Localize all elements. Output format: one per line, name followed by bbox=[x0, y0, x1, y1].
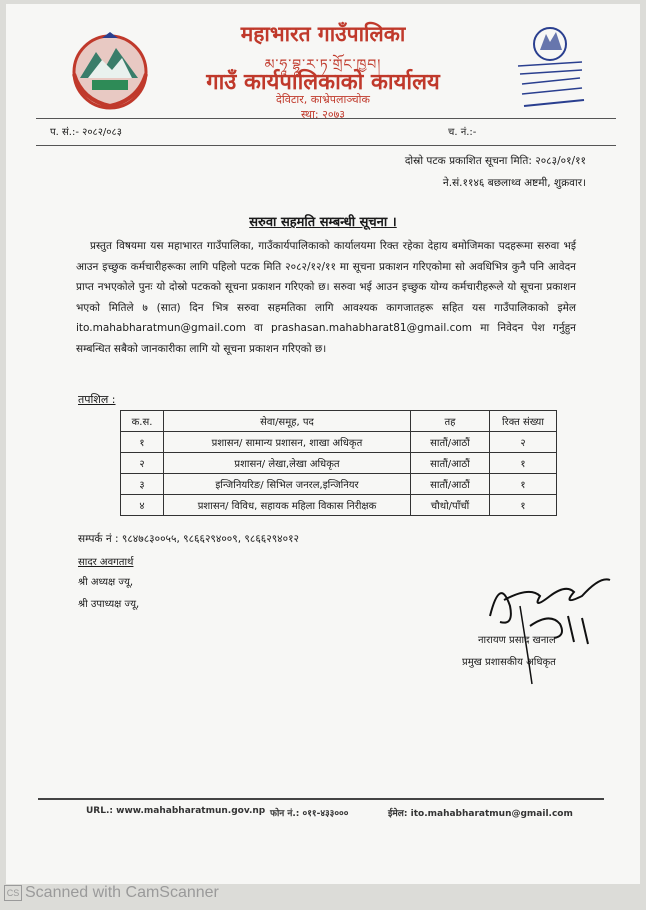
table-row bbox=[121, 474, 557, 495]
cell: १ bbox=[490, 495, 557, 516]
col-header: सेवा/समूह, पद bbox=[164, 411, 411, 432]
cell: २ bbox=[121, 453, 164, 474]
camscanner-icon: CS bbox=[4, 885, 22, 901]
footer-url: URL.: www.mahabharatmun.gov.np bbox=[86, 806, 266, 816]
signatory-post: प्रमुख प्रशासकीय अधिकृत bbox=[462, 657, 556, 668]
office-seal-stamp bbox=[512, 22, 588, 114]
patra-sankhya: प. सं.:- २०८२/०८३ bbox=[50, 127, 122, 138]
table-row bbox=[121, 453, 557, 474]
camscanner-watermark bbox=[4, 884, 219, 902]
table-caption: तपशिल : bbox=[78, 393, 116, 406]
col-header: तह bbox=[411, 411, 490, 432]
table-header-row bbox=[121, 411, 557, 432]
cc-item: श्री अध्यक्ष ज्यू, bbox=[78, 577, 134, 588]
handwritten-signature bbox=[470, 566, 620, 686]
letterhead-title: महाभारत गाउँपालिका bbox=[240, 22, 406, 46]
table-row bbox=[121, 495, 557, 516]
cell: १ bbox=[490, 453, 557, 474]
cell: २ bbox=[490, 432, 557, 453]
cell: प्रशासन/ लेखा,लेखा अधिकृत bbox=[164, 453, 411, 474]
vacancy-table bbox=[120, 410, 557, 516]
cell: १ bbox=[121, 432, 164, 453]
cell: प्रशासन/ सामान्य प्रशासन, शाखा अधिकृत bbox=[164, 432, 411, 453]
contact-numbers: सम्पर्क नं : ९८४७८३००५५, ९८६६२९४००९, ९८६६२९४०१२ bbox=[78, 533, 300, 545]
cc-heading: सादर अवगतार्थ bbox=[78, 557, 134, 568]
table-row bbox=[121, 432, 557, 453]
footer-email: ईमेल: ito.mahabharatmun@gmail.com bbox=[388, 809, 573, 819]
cell: सातौं/आठौं bbox=[411, 474, 490, 495]
letterhead-title-tibetan: མ་ཧཱ་བྷཱ་ར་ཏ་གྲོང་ཁྱབ། bbox=[264, 57, 382, 73]
col-header: क.स. bbox=[121, 411, 164, 432]
cell: सातौं/आठौं bbox=[411, 453, 490, 474]
footer-divider bbox=[38, 798, 604, 800]
cell: प्रशासन/ विविध, सहायक महिला विकास निरीक्षक bbox=[164, 495, 411, 516]
notice-body: प्रस्तुत विषयमा यस महाभारत गाउँपालिका, गाउँकार्यपालिकाको कार्यालयमा रिक्त रहेका देहाय बमोजिमका पदहरूमा सरुवा भई आउन इच्छुक कर्मचारीहरूका लागि पहिलो पटक मिति २०८२/१२/११ मा सूचना प्रकाशन गरिएकोमा सो अवधिभित्र कुनै पनि आवेदन प्राप्त नभएकोले पुनः यो दोस्रो पटकको सूचना प्रकाशन गरिएको छ। सरुवा भई आउन इच्छुक योग्य कर्मचारीहरूले यो सूचना प्रकाशन भएको मितिले ७ (सात) दिन भित्र सरुवा सहमतिका लागि आवश्यक कागजातहरू सहित यस गाउँपालिकाको इमेल ito.mahabharatmun@gmail.com वा prashasan.mahabharat81@gmail.com मा निवेदन पेश गर्नुहुन सम्बन्धित सबैको जानकारीका लागि यो सूचना प्रकाशन गरिएको छ। bbox=[76, 240, 576, 355]
signatory-name: नारायण प्रसाद खनाल bbox=[478, 635, 556, 646]
address-line: देविटार, काभ्रेपलाञ्चोक bbox=[276, 93, 370, 106]
cc-item: श्री उपाध्यक्ष ज्यू, bbox=[78, 599, 140, 610]
chalani-number: च. नं.:- bbox=[448, 127, 477, 138]
cell: ३ bbox=[121, 474, 164, 495]
footer-phone: फोन नं.: ०११-४३३००० bbox=[270, 809, 349, 819]
nepal-sambat-date: ने.सं.११४६ बछलाथ्व अष्टमी, शुक्रवार। bbox=[442, 177, 586, 189]
reference-bar bbox=[36, 118, 616, 146]
cell: सातौं/आठौं bbox=[411, 432, 490, 453]
cell: चौथो/पाँचौं bbox=[411, 495, 490, 516]
established-year: स्था: २०७३ bbox=[300, 108, 346, 121]
watermark-text: Scanned with CamScanner bbox=[25, 884, 219, 901]
publish-date: दोस्रो पटक प्रकाशित सूचना मिति: २०८३/०१/११ bbox=[404, 155, 586, 167]
cell: ४ bbox=[121, 495, 164, 516]
cell: १ bbox=[490, 474, 557, 495]
letterhead-office: गाउँ कार्यपालिकाको कार्यालय bbox=[206, 70, 440, 95]
notice-heading: सरुवा सहमति सम्बन्धी सूचना । bbox=[249, 215, 397, 230]
cell: इन्जिनियरिङ/ सिभिल जनरल,इन्जिनियर bbox=[164, 474, 411, 495]
col-header: रिक्त संख्या bbox=[490, 411, 557, 432]
